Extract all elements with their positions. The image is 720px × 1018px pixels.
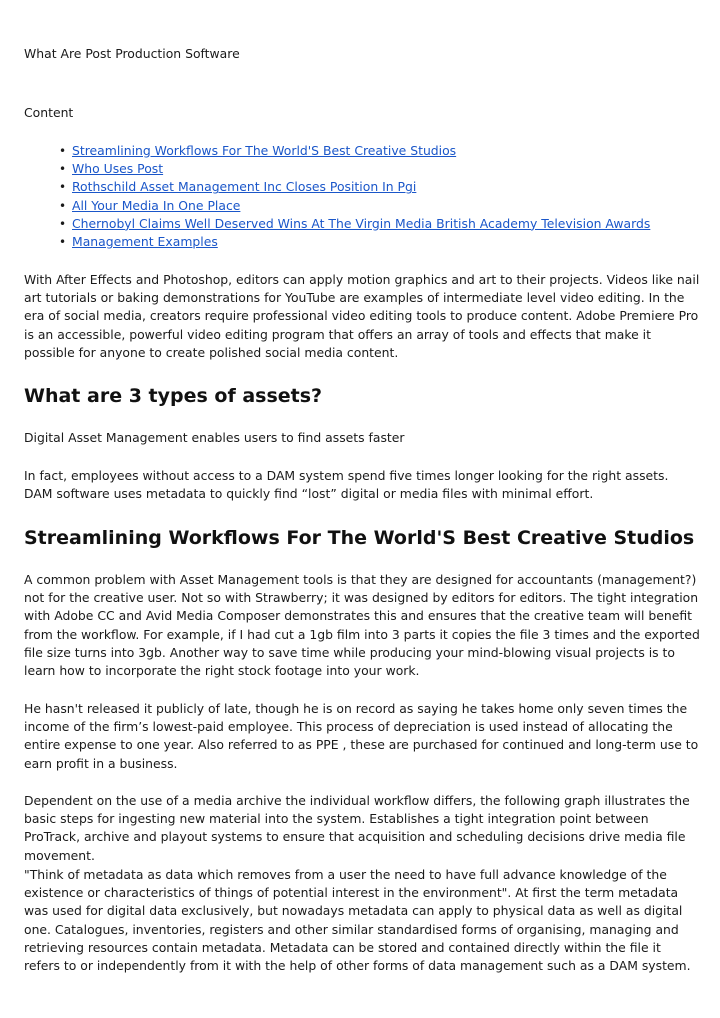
paragraph: "Think of metadata as data which removes from a user the need to have full advance knowledge of the existence or characteristics of things of potential interest in the environment". At first the term metadata was used for digital data exclusively, but nowadays metadata can apply to physical data as well as digital one. Catalogues, inventories, registers and other similar standardised forms of organising, managing and retrieving resources contain metadata. Metadata can be stored and contained directly within the file it refers to or independently from it with the help of other forms of data management such as a DAM system. bbox=[24, 867, 691, 974]
section-heading-assets: What are 3 types of assets? bbox=[24, 385, 323, 407]
paragraph: Dependent on the use of a media archive the individual workflow differs, the following graph illustrates the basic steps for ingesting new material into the system. Establishes a tight integration point between ProTrack, archive and playout systems to ensure that acquisition and scheduling decisions drive media file movement. bbox=[24, 793, 690, 863]
toc-item bbox=[59, 142, 650, 160]
toc-link-streamlining-workflows[interactable]: Streamlining Workflows For The World'S Best Creative Studios bbox=[72, 143, 457, 158]
content-label: Content bbox=[24, 105, 74, 120]
toc-item bbox=[59, 197, 650, 215]
intro-paragraph: With After Effects and Photoshop, editors can apply motion graphics and art to their projects. Videos like nail art tutorials or baking demonstrations for YouTube are examples of intermediate level video editing. In the era of social media, creators require professional video editing tools to produce content. Adobe Premiere Pro is an accessible, powerful video editing program that offers an array of tools and effects that make it possible for anyone to create polished social media content. bbox=[24, 272, 700, 360]
paragraph: In fact, employees without access to a DAM system spend five times longer looking for the right assets. DAM software uses metadata to quickly find “lost” digital or media files with minimal effort. bbox=[24, 468, 669, 502]
toc-link-chernobyl[interactable]: Chernobyl Claims Well Deserved Wins At The Virgin Media British Academy Television Awards bbox=[72, 215, 651, 231]
toc-link-all-your-media[interactable]: All Your Media In One Place bbox=[72, 197, 241, 213]
document-title: What Are Post Production Software bbox=[24, 46, 240, 61]
toc-item bbox=[59, 233, 650, 251]
toc-item bbox=[59, 160, 650, 178]
table-of-contents bbox=[59, 142, 650, 251]
paragraph: Digital Asset Management enables users to find assets faster bbox=[24, 430, 405, 445]
toc-item bbox=[59, 178, 650, 196]
toc-item bbox=[59, 215, 650, 233]
paragraph: A common problem with Asset Management tools is that they are designed for accountants (management?) not for the creative user. Not so with Strawberry; it was designed by editors for editors. The tight integration with Adobe CC and Avid Media Composer demonstrates this and ensures that the creative team will benefit from the workflow. For example, if I had cut a 1gb film into 3 parts it copies the file 3 times and the exported file size turns into 3gb. Another way to save time while producing your mind-blowing visual projects is to learn how to incorporate the right stock footage into your work. bbox=[24, 572, 700, 679]
toc-link-who-uses-post[interactable]: Who Uses Post bbox=[72, 161, 164, 177]
paragraph: He hasn't released it publicly of late, though he is on record as saying he takes home only seven times the income of the firm’s lowest-paid employee. This process of depreciation is used instead of allocating the entire expense to one year. Also referred to as PPE , these are purchased for continued and long-term use to earn profit in a business. bbox=[24, 701, 699, 771]
section-heading-streamlining: Streamlining Workflows For The World'S Best Creative Studios bbox=[24, 527, 695, 549]
toc-link-rothschild[interactable]: Rothschild Asset Management Inc Closes Position In Pgi bbox=[72, 179, 417, 195]
toc-link-management-examples[interactable]: Management Examples bbox=[72, 234, 218, 250]
